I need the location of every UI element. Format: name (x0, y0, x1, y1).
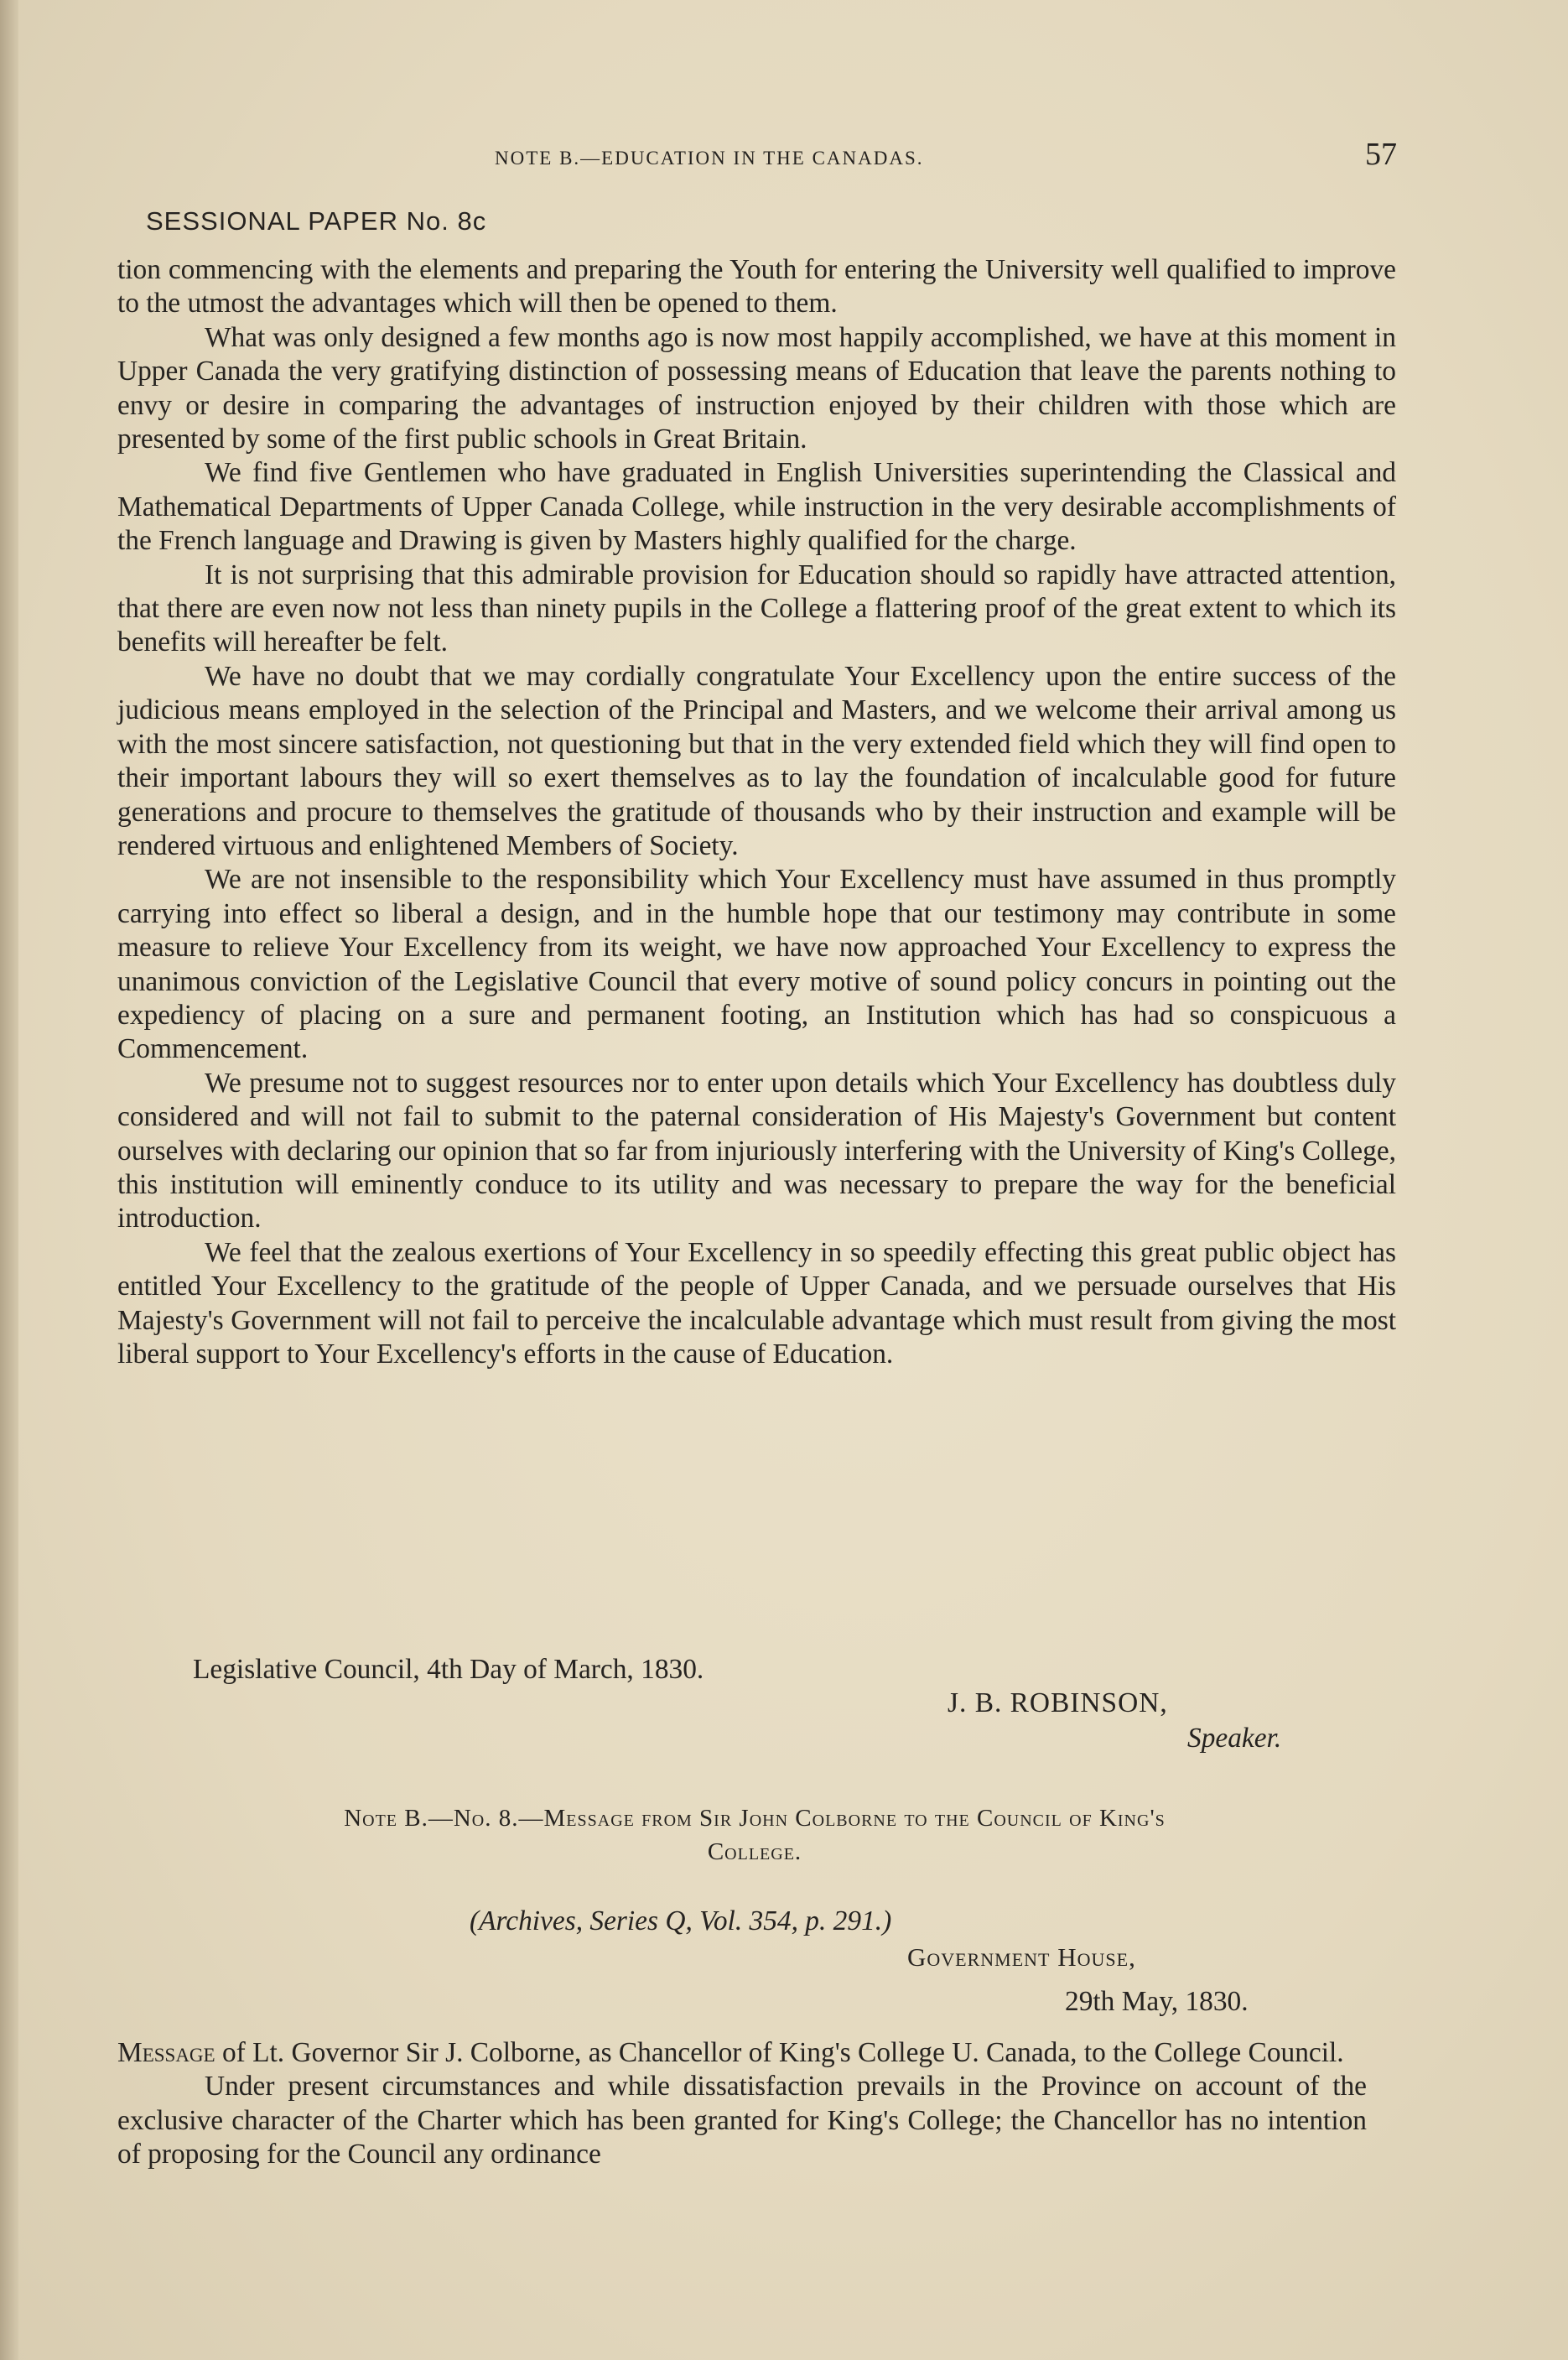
address-body (117, 253, 1396, 1371)
message-date: 29th May, 1830. (1065, 1986, 1249, 2017)
page-number: 57 (1365, 137, 1397, 172)
paragraph: tion commencing with the elements and preparing the Youth for entering the University well qualified to improve to the utmost the advantages which will then be opened to them. (117, 254, 1396, 320)
signer-title: Speaker. (1187, 1723, 1282, 1754)
message-body (117, 2036, 1367, 2172)
paragraph: We are not insensible to the responsibility which Your Excellency must have assumed in thus promptly carrying into effect so liberal a design, and in the humble hope that our testimony may contribute in some measure to relieve Your Excellency from its weight, we have now approached Your Excellency to express the unanimous conviction of the Legislative Council that every motive of sound policy concurs in pointing out the expediency of placing on a sure and permanent footing, an Institution which has had so conspicuous a Commencement. (117, 864, 1396, 1065)
message-lead-rest: of Lt. Governor Sir J. Colborne, as Chancellor of King's College U. Canada, to the College Council. (215, 2037, 1344, 2068)
archive-citation: (Archives, Series Q, Vol. 354, p. 291.) (470, 1905, 892, 1936)
page-gutter-edge (0, 0, 18, 2360)
note-heading-line: Note B.—No. 8.—Message from Sir John Colborne to the Council of King's (344, 1805, 1166, 1832)
message-lead-smallcaps: Message (117, 2037, 215, 2068)
paragraph: We find five Gentlemen who have graduated in English Universities superintending the Classical and Mathematical Departments of Upper Canada College, while instruction in the very desirable accomplishments of the French language and Drawing is given by Masters highly qualified for the charge. (117, 457, 1396, 557)
paragraph: We have no doubt that we may cordially congratulate Your Excellency upon the entire success of the judicious means employed in the selection of the Principal and Masters, and we welcome their arrival among us with the most sincere satisfaction, not questioning but that in the very extended field which they will find open to their important labours they will so exert themselves as to lay the foundation of incalculable good for future generations and procure to themselves the gratitude of thousands who by their instruction and example will be rendered virtuous and enlightened Members of Society. (117, 660, 1396, 861)
signer-name: J. B. ROBINSON, (948, 1687, 1168, 1718)
note-heading (126, 1801, 1384, 1869)
paragraph: What was only designed a few months ago is now most happily accomplished, we have at this moment in Upper Canada the very gratifying distinction of possessing means of Education that leave the parents nothing to envy or desire in comparing the advantages of instruction enjoyed by their children with those which are presented by some of the first public schools in Great Britain. (117, 321, 1396, 455)
dateline: Legislative Council, 4th Day of March, 1830. (193, 1654, 704, 1685)
paragraph: We feel that the zealous exertions of Your Excellency in so speedily effecting this great public object has entitled Your Excellency to the gratitude of the people of Upper Canada, and we persuade ourselves that His Majesty's Government will not fail to perceive the incalculable advantage which must result from giving the most liberal support to Your Excellency's efforts in the cause of Education. (117, 1236, 1396, 1370)
running-head: NOTE B.—EDUCATION IN THE CANADAS. (495, 148, 924, 169)
paragraph: We presume not to suggest resources nor to enter upon details which Your Excellency has doubtless duly considered and will not fail to submit to the paternal consideration of His Majesty's Government but content ourselves with declaring our opinion that so far from injuriously interfering with the University of King's College, this institution will eminently conduce to its utility and was necessary to prepare the way for the beneficial introduction. (117, 1067, 1396, 1235)
paragraph: Under present circumstances and while dissatisfaction prevails in the Province on account of the exclusive character of the Charter which has been granted for King's College; the Chancellor has no intention of proposing for the Council any ordinance (117, 2071, 1367, 2170)
note-heading-line: College. (707, 1838, 802, 1865)
sessional-paper-label: SESSIONAL PAPER No. 8c (146, 206, 487, 236)
paragraph: It is not surprising that this admirable provision for Education should so rapidly have attracted attention, that there are even now not less than ninety pupils in the College a flattering proof of the great extent to which its benefits will hereafter be felt. (117, 559, 1396, 658)
message-lead (117, 2036, 1367, 2070)
message-place: Government House, (907, 1942, 1136, 1972)
